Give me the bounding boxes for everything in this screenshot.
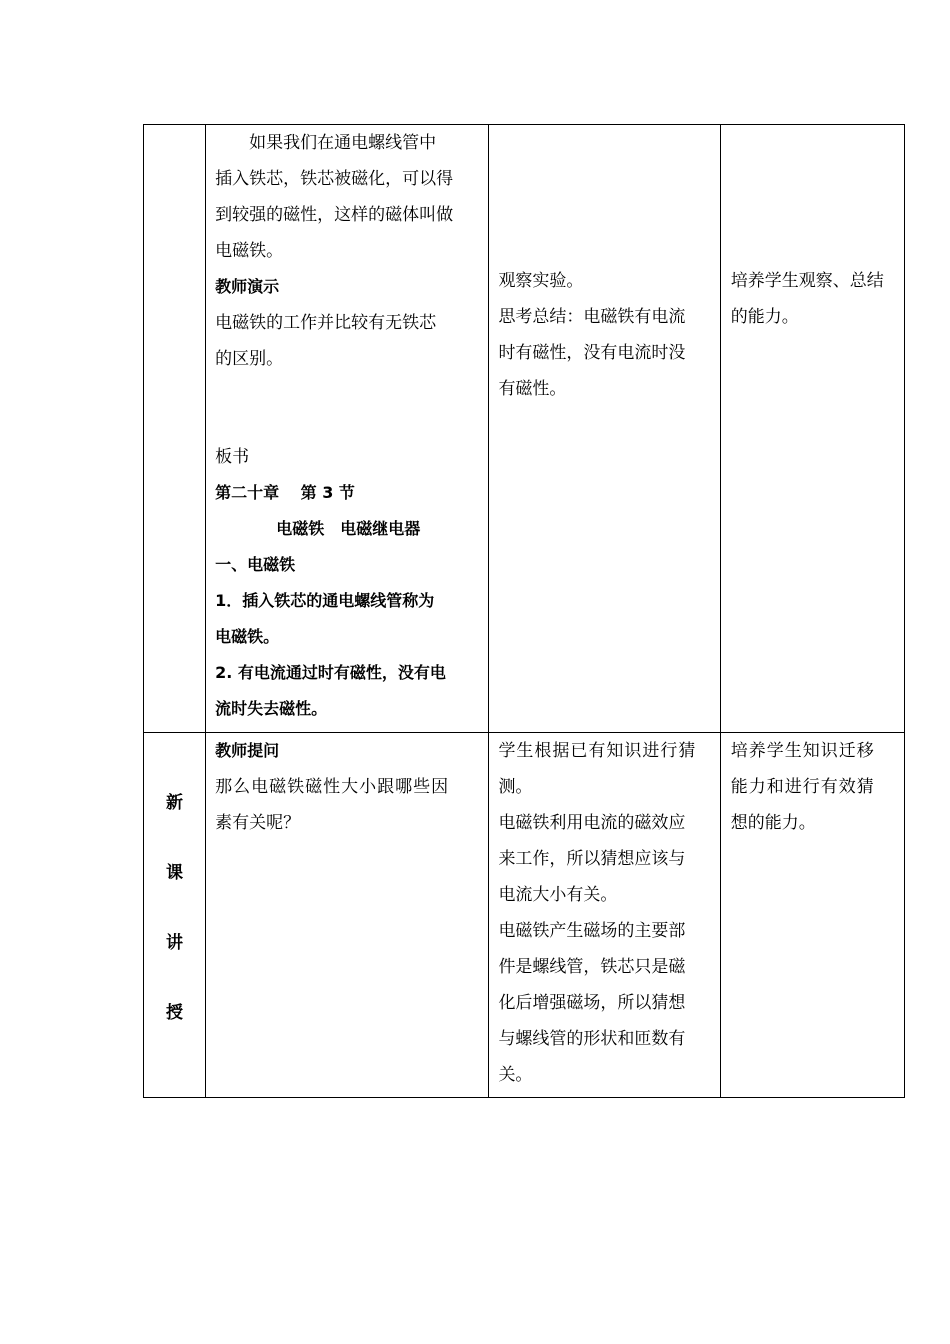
point-line: 1．插入铁芯的通电螺线管称为 xyxy=(215,591,435,610)
question-heading: 教师提问 xyxy=(215,741,280,760)
chapter-heading: 第二十章 第 3 节 xyxy=(215,483,355,502)
teacher-activity-cell xyxy=(206,733,489,1098)
lesson-plan-table xyxy=(143,124,905,1098)
text-line: 学生根据已有知识进行猜 xyxy=(498,741,697,761)
text-line: 素有关呢？ xyxy=(215,813,301,833)
student-activity-cell xyxy=(489,125,720,733)
text-line: 培养学生知识迁移 xyxy=(730,741,875,761)
table-row xyxy=(144,733,905,1098)
text-line: 如果我们在通电螺线管中 xyxy=(249,133,437,153)
stage-char: 课 xyxy=(166,863,184,883)
text-line: 时有磁性，没有电流时没 xyxy=(498,343,686,363)
text-line: 思考总结：电磁铁有电流 xyxy=(498,307,686,327)
text-line: 件是螺线管，铁芯只是磁 xyxy=(498,957,686,977)
text-line: 关。 xyxy=(498,1065,533,1085)
text-line: 那么电磁铁磁性大小跟哪些因 xyxy=(215,777,450,797)
point-line: 电磁铁。 xyxy=(215,627,280,646)
text-line: 的能力。 xyxy=(730,307,799,327)
point-line: 流时失去磁性。 xyxy=(215,699,328,718)
stage-char: 新 xyxy=(166,793,184,813)
text-line: 测。 xyxy=(498,777,533,797)
section-heading: 一、电磁铁 xyxy=(215,555,296,574)
text-line: 插入铁芯，铁芯被磁化，可以得 xyxy=(215,169,454,189)
text-line: 来工作，所以猜想应该与 xyxy=(498,849,686,869)
stage-label xyxy=(144,733,205,1065)
text-line: 化后增强磁场，所以猜想 xyxy=(498,993,686,1013)
topic-heading: 电磁铁 电磁继电器 xyxy=(276,519,421,538)
text-line: 想的能力。 xyxy=(730,813,816,833)
text-line: 观察实验。 xyxy=(498,271,584,291)
stage-cell xyxy=(144,733,206,1098)
stage-char: 授 xyxy=(166,1003,184,1023)
text-line: 到较强的磁性，这样的磁体叫做 xyxy=(215,205,454,225)
table-row xyxy=(144,125,905,733)
board-label: 板书 xyxy=(215,447,250,467)
text-line: 电磁铁。 xyxy=(215,241,284,261)
student-activity-cell xyxy=(489,733,720,1098)
text-line: 有磁性。 xyxy=(498,379,567,399)
design-intent-cell xyxy=(720,733,904,1098)
text-line: 电流大小有关。 xyxy=(498,885,618,905)
text-line: 电磁铁产生磁场的主要部 xyxy=(498,921,686,941)
point-line: 2. 有电流通过时有磁性，没有电 xyxy=(215,663,446,682)
design-intent-cell xyxy=(720,125,904,733)
text-line: 培养学生观察、总结 xyxy=(730,271,884,291)
teacher-activity-cell xyxy=(206,125,489,733)
stage-char: 讲 xyxy=(166,933,184,953)
text-line: 的区别。 xyxy=(215,349,284,369)
text-line: 电磁铁利用电流的磁效应 xyxy=(498,813,686,833)
text-line: 能力和进行有效猜 xyxy=(730,777,875,797)
text-line: 电磁铁的工作并比较有无铁芯 xyxy=(215,313,437,333)
stage-cell xyxy=(144,125,206,733)
demo-heading: 教师演示 xyxy=(215,277,280,296)
text-line: 与螺线管的形状和匝数有 xyxy=(498,1029,686,1049)
